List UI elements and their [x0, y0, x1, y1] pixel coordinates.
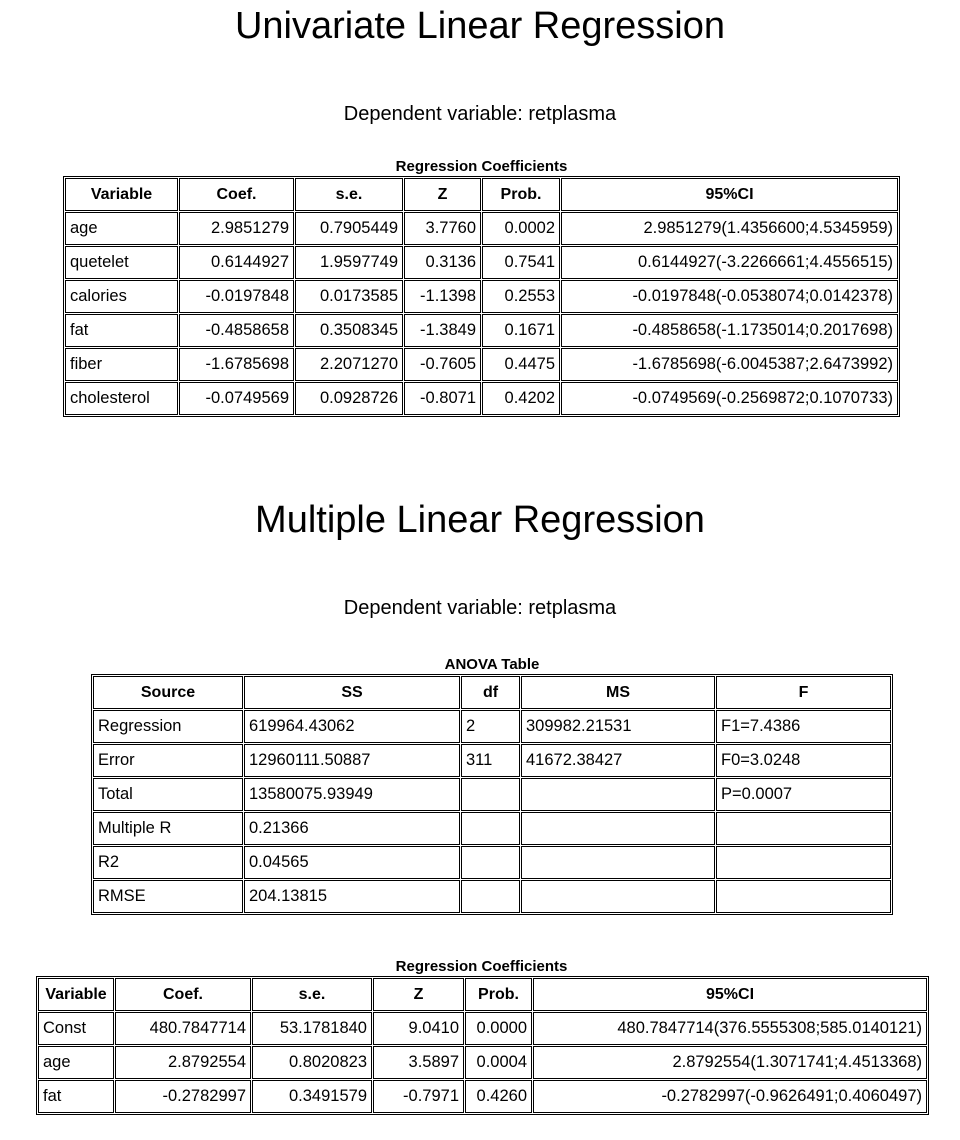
anova-table-caption: ANOVA Table — [444, 656, 540, 673]
table-cell — [716, 846, 891, 879]
table-cell: 53.1781840 — [252, 1012, 372, 1045]
table-cell: -1.1398 — [404, 280, 481, 313]
section2-coefficients-block — [36, 957, 927, 1115]
table-cell: 41672.38427 — [521, 744, 715, 777]
table-cell: -0.2782997 — [115, 1080, 251, 1113]
table-cell: 13580075.93949 — [244, 778, 460, 811]
table-cell — [461, 846, 520, 879]
table-cell — [521, 812, 715, 845]
header-row — [38, 978, 927, 1011]
table-cell: 0.3491579 — [252, 1080, 372, 1113]
table-row — [65, 314, 898, 347]
column-header: df — [461, 676, 520, 709]
table-cell: 2.9851279(1.4356600;4.5345959) — [561, 212, 898, 245]
table-cell: Regression — [93, 710, 243, 743]
table-cell: -0.0197848(-0.0538074;0.0142378) — [561, 280, 898, 313]
table-body — [38, 1012, 927, 1113]
table-cell: -0.0749569 — [179, 382, 294, 415]
table-cell: 0.2553 — [482, 280, 560, 313]
table-row — [65, 246, 898, 279]
column-header: Coef. — [179, 178, 294, 211]
table-cell: -0.7605 — [404, 348, 481, 381]
table-cell: 204.13815 — [244, 880, 460, 913]
table-cell: -0.4858658 — [179, 314, 294, 347]
table-cell: calories — [65, 280, 178, 313]
section1-coefficients-caption: Regression Coefficients — [395, 158, 568, 175]
table-header — [65, 178, 898, 211]
table-cell — [461, 778, 520, 811]
column-header: Z — [404, 178, 481, 211]
table-cell: F1=7.4386 — [716, 710, 891, 743]
section1-coefficients-block — [63, 157, 900, 417]
table-cell: -0.0749569(-0.2569872;0.1070733) — [561, 382, 898, 415]
table-cell: -0.4858658(-1.1735014;0.2017698) — [561, 314, 898, 347]
table-cell: 0.4475 — [482, 348, 560, 381]
column-header: Prob. — [482, 178, 560, 211]
table-row — [93, 880, 891, 913]
table-row — [38, 1046, 927, 1079]
table-row — [93, 846, 891, 879]
table-row — [38, 1080, 927, 1113]
table-row — [93, 812, 891, 845]
table-cell: Total — [93, 778, 243, 811]
table-cell: 0.6144927(-3.2266661;4.4556515) — [561, 246, 898, 279]
table-cell: 0.3136 — [404, 246, 481, 279]
section1-dependent-variable-label: Dependent variable: retplasma — [343, 103, 617, 125]
table-cell: age — [65, 212, 178, 245]
table-cell: 2 — [461, 710, 520, 743]
table-cell: 2.2071270 — [295, 348, 403, 381]
table-cell: 0.0002 — [482, 212, 560, 245]
table-cell: 309982.21531 — [521, 710, 715, 743]
table-cell: -0.2782997(-0.9626491;0.4060497) — [533, 1080, 927, 1113]
table-cell: R2 — [93, 846, 243, 879]
column-header: Variable — [38, 978, 114, 1011]
table-cell: 0.04565 — [244, 846, 460, 879]
header-row — [93, 676, 891, 709]
table-cell: 9.0410 — [373, 1012, 464, 1045]
anova-block — [91, 655, 893, 915]
table-cell: 0.0173585 — [295, 280, 403, 313]
column-header: Coef. — [115, 978, 251, 1011]
column-header: Variable — [65, 178, 178, 211]
table-cell — [521, 880, 715, 913]
table-cell — [716, 812, 891, 845]
column-header: Z — [373, 978, 464, 1011]
column-header: s.e. — [295, 178, 403, 211]
table-cell: 619964.43062 — [244, 710, 460, 743]
table-cell: -0.0197848 — [179, 280, 294, 313]
table-cell: 0.7541 — [482, 246, 560, 279]
table-header — [38, 978, 927, 1011]
header-row — [65, 178, 898, 211]
table-cell: 0.3508345 — [295, 314, 403, 347]
table-body — [93, 710, 891, 913]
table-cell: cholesterol — [65, 382, 178, 415]
table-cell — [461, 812, 520, 845]
table-cell: 0.8020823 — [252, 1046, 372, 1079]
table-row — [93, 778, 891, 811]
column-header: s.e. — [252, 978, 372, 1011]
table-cell: 12960111.50887 — [244, 744, 460, 777]
column-header: 95%CI — [561, 178, 898, 211]
table-cell: quetelet — [65, 246, 178, 279]
table-cell: -1.3849 — [404, 314, 481, 347]
table-row — [38, 1012, 927, 1045]
column-header: MS — [521, 676, 715, 709]
table-cell: 311 — [461, 744, 520, 777]
table-cell: 3.5897 — [373, 1046, 464, 1079]
table-cell: 2.9851279 — [179, 212, 294, 245]
column-header: Prob. — [465, 978, 532, 1011]
table-cell — [461, 880, 520, 913]
table-row — [93, 710, 891, 743]
table-row — [93, 744, 891, 777]
section2-coefficients-caption: Regression Coefficients — [395, 958, 568, 975]
column-header: F — [716, 676, 891, 709]
table-cell: 480.7847714(376.5555308;585.0140121) — [533, 1012, 927, 1045]
table-cell: 1.9597749 — [295, 246, 403, 279]
section2-dependent-variable-label: Dependent variable: retplasma — [343, 597, 617, 619]
section1-coefficients-table — [63, 176, 900, 417]
table-row — [65, 382, 898, 415]
table-cell: 2.8792554(1.3071741;4.4513368) — [533, 1046, 927, 1079]
table-cell — [521, 846, 715, 879]
table-cell — [521, 778, 715, 811]
table-cell: -1.6785698(-6.0045387;2.6473992) — [561, 348, 898, 381]
table-cell: 0.6144927 — [179, 246, 294, 279]
table-cell: 0.4260 — [465, 1080, 532, 1113]
column-header: 95%CI — [533, 978, 927, 1011]
anova-table — [91, 674, 893, 915]
table-cell: -0.8071 — [404, 382, 481, 415]
table-row — [65, 212, 898, 245]
table-cell: fat — [38, 1080, 114, 1113]
section1-title: Univariate Linear Regression — [234, 5, 726, 47]
table-row — [65, 280, 898, 313]
table-cell: 0.1671 — [482, 314, 560, 347]
table-cell: 3.7760 — [404, 212, 481, 245]
table-cell: 0.21366 — [244, 812, 460, 845]
column-header: SS — [244, 676, 460, 709]
section2-title: Multiple Linear Regression — [255, 499, 705, 541]
table-cell: fat — [65, 314, 178, 347]
table-cell: Error — [93, 744, 243, 777]
table-cell: Const — [38, 1012, 114, 1045]
table-cell: -1.6785698 — [179, 348, 294, 381]
table-cell: 2.8792554 — [115, 1046, 251, 1079]
table-cell: age — [38, 1046, 114, 1079]
table-row — [65, 348, 898, 381]
table-cell: 0.0928726 — [295, 382, 403, 415]
table-cell: P=0.0007 — [716, 778, 891, 811]
table-cell: F0=3.0248 — [716, 744, 891, 777]
column-header: Source — [93, 676, 243, 709]
table-cell: 0.7905449 — [295, 212, 403, 245]
table-cell: -0.7971 — [373, 1080, 464, 1113]
table-cell: RMSE — [93, 880, 243, 913]
table-cell: Multiple R — [93, 812, 243, 845]
table-cell: 480.7847714 — [115, 1012, 251, 1045]
table-header — [93, 676, 891, 709]
table-cell — [716, 880, 891, 913]
table-body — [65, 212, 898, 415]
table-cell: 0.0004 — [465, 1046, 532, 1079]
table-cell: 0.0000 — [465, 1012, 532, 1045]
table-cell: fiber — [65, 348, 178, 381]
section2-coefficients-table — [36, 976, 929, 1115]
table-cell: 0.4202 — [482, 382, 560, 415]
